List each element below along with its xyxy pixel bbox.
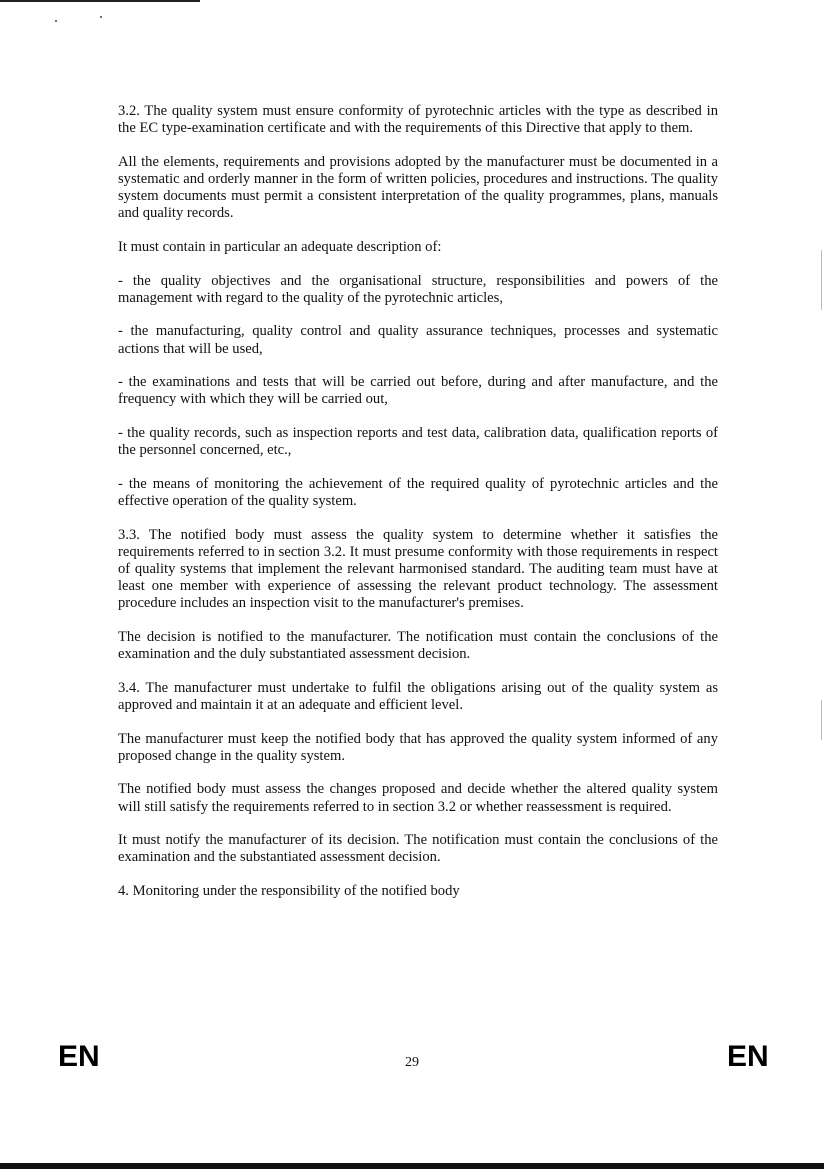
list-item-quality-objectives: - the quality objectives and the organisational structure, responsibilities and powers of the management with regard to the quality of the pyrotechnic articles, [118, 272, 718, 306]
list-item-manufacturing-techniques: - the manufacturing, quality control and quality assurance techniques, processes and systematic actions that will be used, [118, 323, 718, 357]
scan-edge-mark [821, 250, 822, 310]
paragraph-change-notification: The manufacturer must keep the notified body that has approved the quality system informed of any proposed change in the quality system. [118, 730, 718, 764]
page-number: 29 [405, 1055, 419, 1070]
paragraph-3-2: 3.2. The quality system must ensure conformity of pyrotechnic articles with the type as described in the EC type-examination certificate and with the requirements of this Directive that apply to them. [118, 103, 718, 137]
scan-edge-mark [821, 700, 822, 740]
document-body [118, 103, 718, 900]
scan-speck [55, 20, 57, 22]
list-item-monitoring-means: - the means of monitoring the achievement of the required quality of pyrotechnic articles and the effective operation of the quality system. [118, 475, 718, 509]
paragraph-assess-changes: The notified body must assess the changes proposed and decide whether the altered quality system will still satisfy the requirements referred to in section 3.2 or whether reassessment is required. [118, 781, 718, 815]
paragraph-3-4: 3.4. The manufacturer must undertake to fulfil the obligations arising out of the quality system as approved and maintain it at an adequate and efficient level. [118, 679, 718, 713]
paragraph-decision-notified: The decision is notified to the manufacturer. The notification must contain the conclusions of the examination and the duly substantiated assessment decision. [118, 628, 718, 663]
paragraph-3-3: 3.3. The notified body must assess the quality system to determine whether it satisfies the requirements referred to in section 3.2. It must presume conformity with those requirements in respect of quality systems that implement the relevant harmonised standard. The auditing team must have at least one member with experience of assessing the relevant product technology. The assessment procedure includes an inspection visit to the manufacturer's premises. [118, 526, 718, 612]
list-item-quality-records: - the quality records, such as inspection reports and test data, calibration data, qualification reports of the personnel concerned, etc., [118, 424, 718, 459]
footer-language-right: EN [727, 1040, 769, 1073]
bottom-scan-rule [0, 1163, 824, 1169]
paragraph-notify-decision: It must notify the manufacturer of its decision. The notification must contain the conclusions of the examination and the substantiated assessment decision. [118, 832, 718, 866]
footer-language-left: EN [58, 1040, 100, 1073]
top-scan-rule [0, 0, 200, 2]
paragraph-description-intro: It must contain in particular an adequate description of: [118, 239, 442, 255]
paragraph-documentation: All the elements, requirements and provisions adopted by the manufacturer must be documented in a systematic and orderly manner in the form of written policies, procedures and instructions. The quality system documents must permit a consistent interpretation of the quality programmes, plans, manuals and quality records. [118, 153, 718, 222]
section-heading-4: 4. Monitoring under the responsibility of the notified body [118, 882, 460, 899]
scan-speck [100, 16, 102, 18]
list-item-examinations-tests: - the examinations and tests that will be carried out before, during and after manufacture, and the frequency with which they will be carried out, [118, 374, 718, 408]
